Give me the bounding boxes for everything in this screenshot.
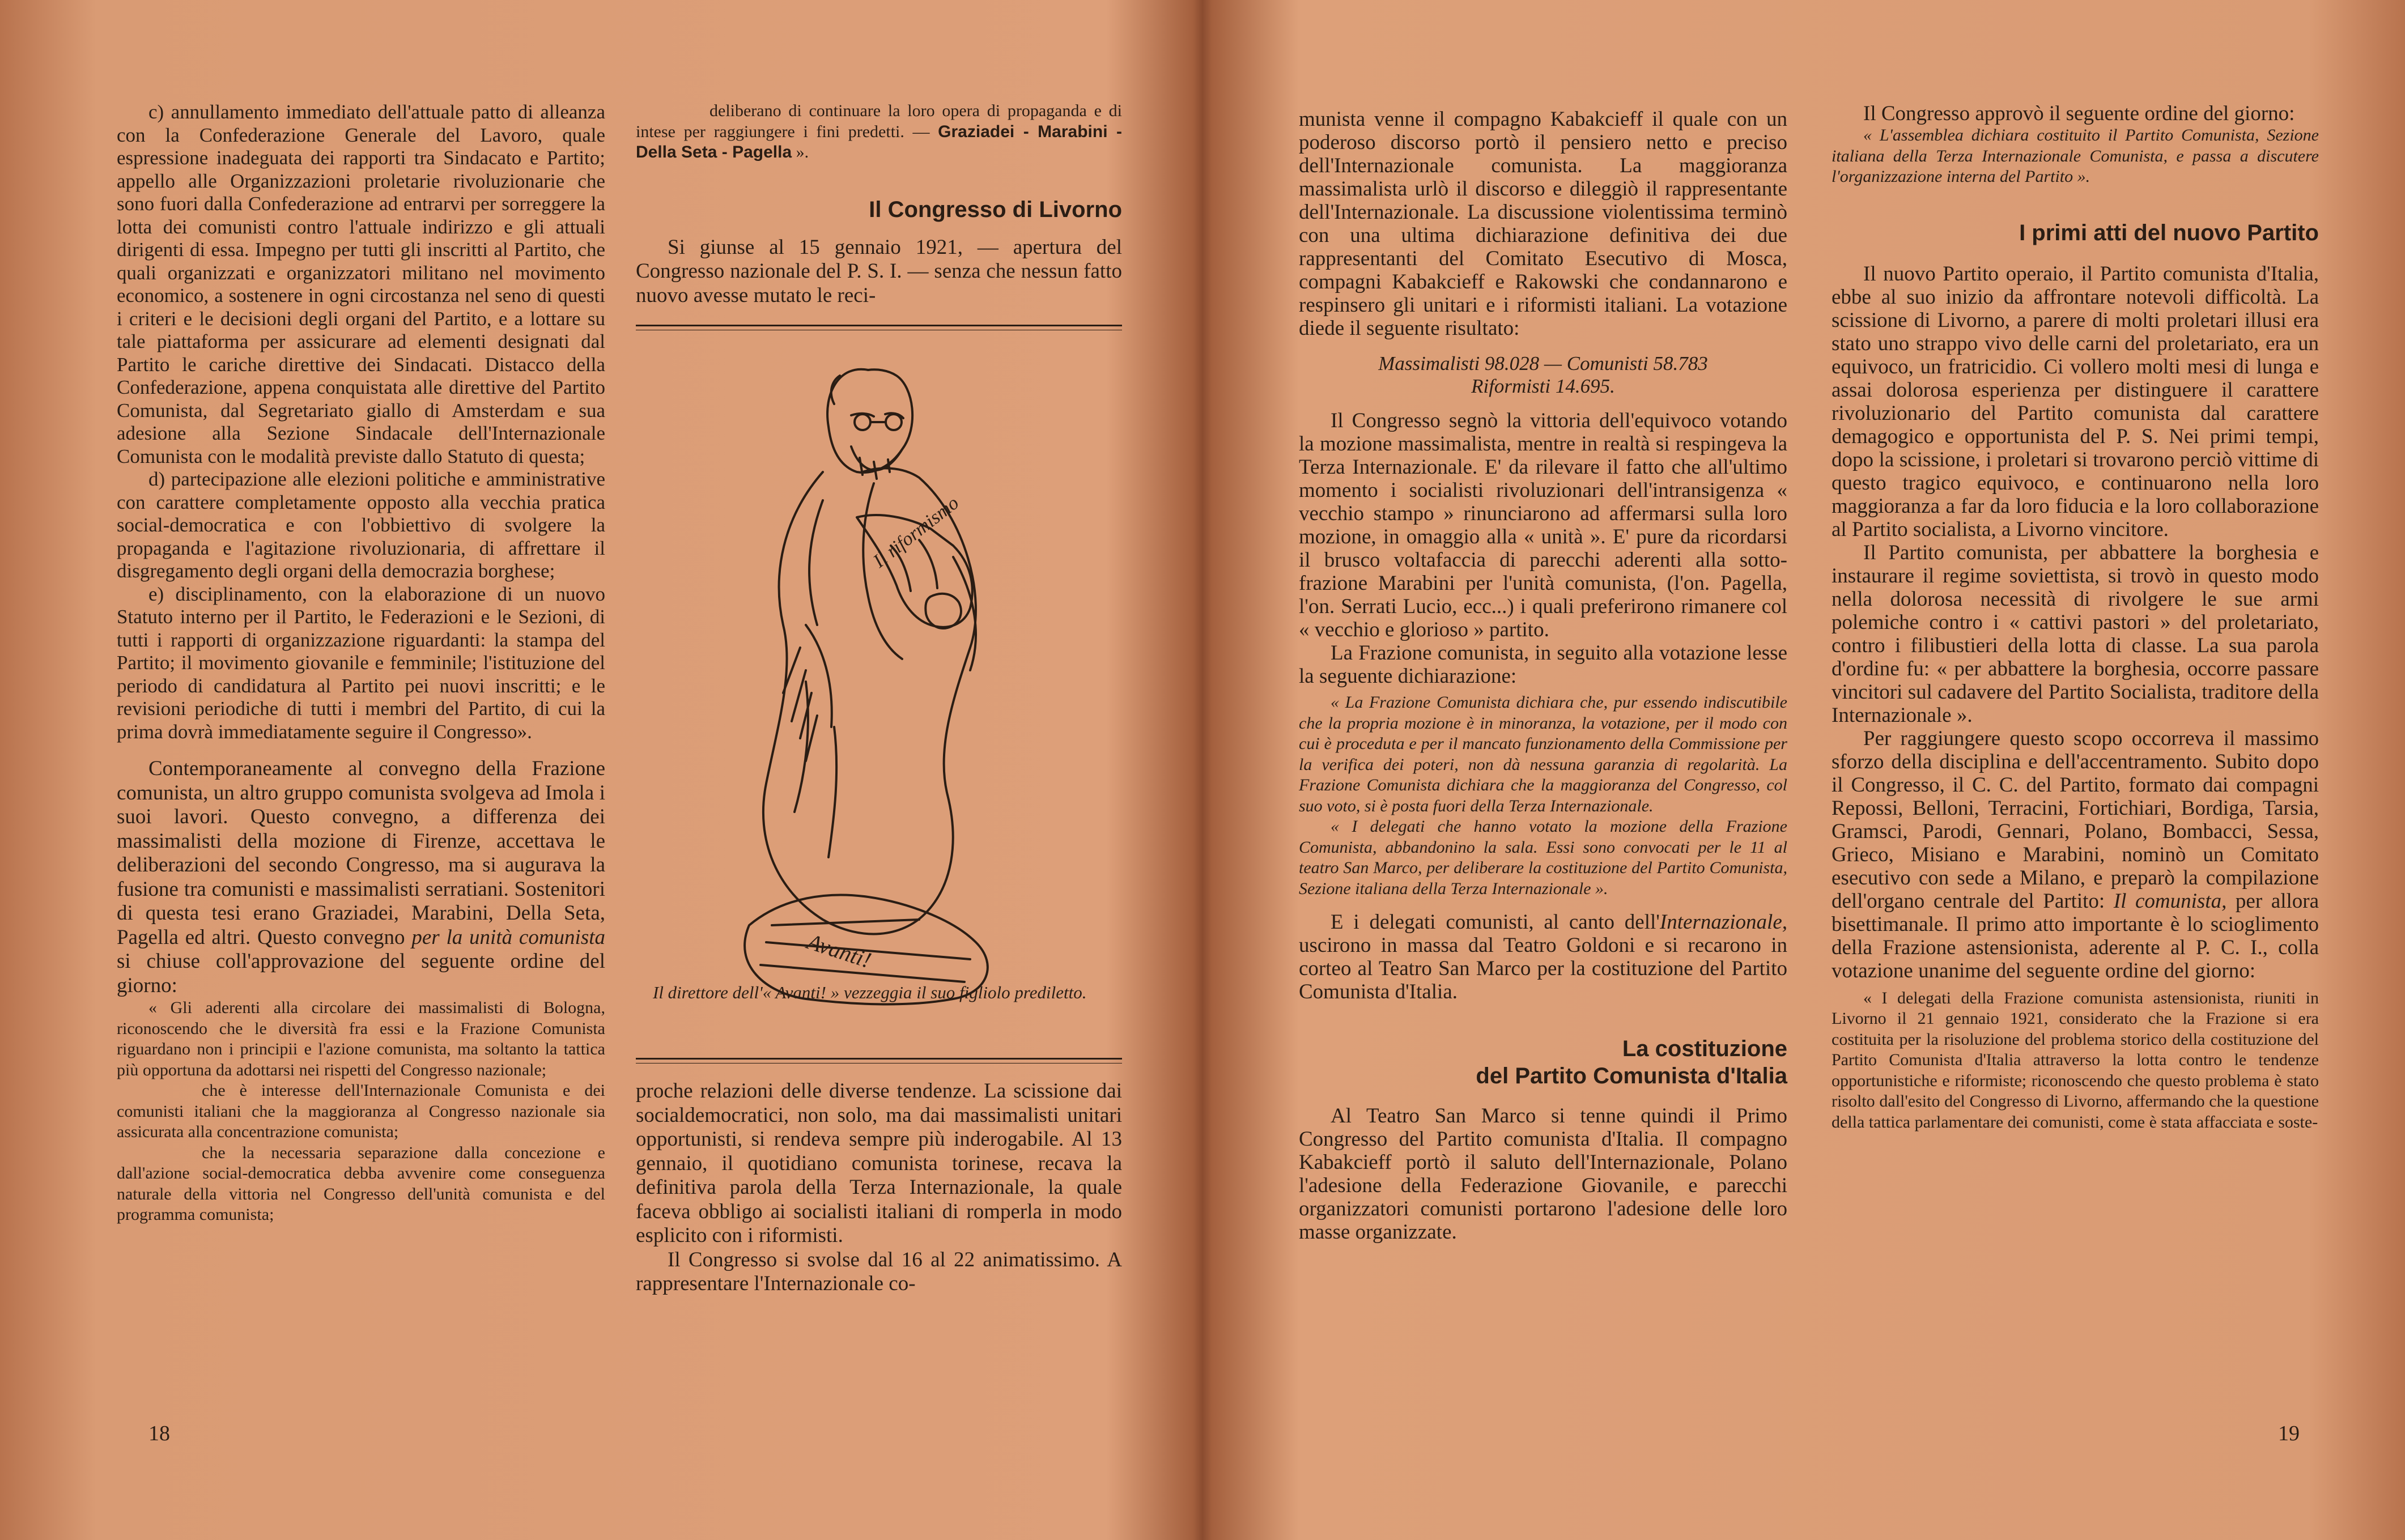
paragraph: Al Teatro San Marco si tenne quindi il Primo Congresso del Partito comunista d'Italia. Il compagno Kabakcieff portò il saluto dell'Internazionale, Polano l'adesione della Federazione Giovanile, e parecchi organizzatori comunisti portarono l'adesione delle loro masse organizzate. [1299,1104,1787,1244]
page-left [0,0,1201,1540]
text-run-italic: Internazionale, [1659,911,1787,934]
quote-paragraph: che è interesse dell'Internazionale Comunista e dei comunisti italiani che la maggioranza al Congresso nazionale sia assicurata alla concentrazione comunista; [117,1081,605,1141]
paragraph [1832,727,2319,982]
cartoon-caption: Il direttore dell'« Avanti! » vezzeggia il suo figliolo prediletto. [653,982,1087,1002]
text-run: deliberano di continuare la loro opera di propaganda e di intese per raggiungere i fini predetti. — [636,101,1122,141]
section-heading: I primi atti del nuovo Partito [2019,220,2319,245]
paragraph: Il Partito comunista, per abbattere la borghesia e instaurare il regime soviettista, si trovò in questo modo nella dolorosa necessità di rivolgere le sue armi polemiche contro i « cattivi pastori » del proletariato, contro i filibustieri della lotta di classe. La sua parola d'ordine fu: « per abbattere la borghesia, occorre passare vincitori sul cadavere del Partito Socialista, traditore della Internazionale ». [1832,541,2319,727]
paragraph: La Frazione comunista, in seguito alla votazione lesse la seguente dichiarazione: [1299,641,1787,688]
text-run: E i delegati comunisti, al canto dell' [1331,911,1660,934]
quote-paragraph: « I delegati che hanno votato la mozione della Frazione Comunista, abbandonino la sala. Essi sono convocati per le 11 al teatro San Marco, per deliberare la costituzione del Partito Comunista, Sezione italiana della Terza Internazionale ». [1299,817,1787,898]
left-column-1 [117,101,605,1226]
text-run-italic: per la unità comunista [411,925,606,949]
text-run: Contemporaneamente al convegno della Frazione comunista, un altro gruppo comunista svolgeva ad Imola i suoi lavori. Questo convegno, a differenza dei massimalisti della mozione di Firenze, accettava le deliberazioni del secondo Congresso, ma si augurava la fusione tra comunisti e massimalisti serratiani. Sostenitori di questa tesi erano Graziadei, Marabini, Della Seta, Pagella ed altri. Questo convegno [117,757,605,949]
right-column-2 [1832,102,2319,1133]
signatories: Graziadei - Marabini - Della Seta - Pagella [636,122,1122,161]
paragraph: e) disciplinamento, con la elaborazione di un nuovo Statuto interno per il Partito, le Federazioni e le Sezioni, di tutti i rapporti di organizzazione riguardanti: la stampa del Partito; il movimento giovanile e femminile; l'istituzione del periodo di candidatura al Partito pei nuovi inscritti; e le revisioni periodiche di tutti i membri del Partito, di cui la prima dovrà immediatamente seguire il Congresso». [117,582,605,743]
cartoon-drawing [636,330,1122,1051]
paragraph: munista venne il compagno Kabakcieff il quale con un poderoso discorso portò il pensiero netto e preciso dell'Internazionale comunista. La maggioranza massimalista urlò il discorso e dileggiò il rappresentante dell'Internazionale. La discussione violentissima terminò con una ultima dichiarazione definitiva dei due rappresentanti del Comitato Esecutivo di Mosca, compagni Kabakcieff e Rakowski che condannarono e respinsero gli unitari e i riformisti italiani. La votazione diede il seguente risultato: [1299,108,1787,340]
text-run: uscirono in massa dal Teatro Goldoni e si recarono in corteo al Teatro San Marco per la costituzione del Partito Comunista d'Italia. [1299,934,1787,1003]
cartoon-illustration [636,330,1122,1051]
quote-paragraph: « L'assemblea dichiara costituito il Partito Comunista, Sezione italiana della Terza Internazionale Comunista, e passa a discutere l'organizzazione interna del Partito ». [1832,126,2319,186]
vote-results-line-2: Riformisti 14.695. [1471,375,1615,397]
divider-rule [636,1058,1122,1063]
right-column-1 [1299,108,1787,1244]
paragraph: Il Congresso si svolse dal 16 al 22 animatissimo. A rappresentare l'Internazionale co- [636,1248,1122,1295]
paragraph: Il Congresso segnò la vittoria dell'equivoco votando la mozione massimalista, mentre in realtà si respingeva la Terza Internazionale. E' da rilevare il fatto che all'ultimo momento i socialisti rivoluzionari dell'intransigenza « vecchio stampo » rinunciarono ad affermarsi sulla loro mozione, in omaggio alla « unità ». E' pure da ricordarsi il brusco voltafaccia di parecchi aderenti alla sotto-frazione Marabini per l'unità comunista, (l'on. Pagella, l'on. Serrati Lucio, ecc...) i quali preferirono rimanere col « vecchio e glorioso » partito. [1299,409,1787,641]
page-number: 18 [148,1422,170,1445]
page-number: 19 [2278,1422,2300,1445]
paragraph: proche relazioni delle diverse tendenze. La scissione dai socialdemocratici, non solo, ma dai massimalisti unitari opportunisti, si rendeva sempre più inderogabile. Al 13 gennaio, il quotidiano comunista torinese, recava la definitiva parola della Terza Internazionale, la quale faceva obbligo ai socialisti italiani di romperla in modo esplicito con i riformisti. [636,1079,1122,1247]
quote-paragraph: che la necessaria separazione dalla concezione e dall'azione social-democratica debba avvenire come conseguenza naturale della vittoria nel Congresso dell'unità comunista e del programma comunista; [117,1143,605,1224]
text-run-italic: Il comunista, [2113,889,2227,913]
section-heading-line-1: La costituzione [1622,1036,1787,1061]
paragraph: Si giunse al 15 gennaio 1921, — apertura del Congresso nazionale del P. S. I. — senza che nessun fatto nuovo avesse mutato le reci- [636,235,1122,307]
text-run: per allora bisettimanale. Il primo atto importante è lo scioglimento della Frazione astensionista, aderente al P. C. I., colla votazione unanime del seguente ordine del giorno: [1832,889,2319,982]
left-column-2 [636,101,1122,1296]
paragraph [117,757,605,998]
text-run: Per raggiungere questo scopo occorreva il massimo sforzo della disciplina e dell'accentramento. Subito dopo il Congresso, il C. C. del Partito, formato dai compagni Repossi, Belloni, Terracini, Fortichiari, Bordiga, Tarsia, Gramsci, Parodi, Gennari, Polano, Bombacci, Sessa, Grieco, Misiano e Marabini, nominò un Comitato esecutivo con sede a Milano, e preparò la compilazione dell'organo centrale del Partito: [1832,726,2319,913]
paragraph: Il nuovo Partito operaio, il Partito comunista d'Italia, ebbe al suo inizio da affrontare notevoli difficoltà. La scissione di Livorno, a parere di molti proletari illusi era stato uno strappo vivo delle carni del proletariato, era un equivoco, un fratricidio. Ci vollero molti mesi di lunga e assai dolorosa esperienza per distinguere il carattere rivoluzionario del Partito comunista dal carattere demagogico e opportunista del P. S. Nei primi tempi, dopo la scissione, i proletari si trovarono perciò vittime di questo tragico equivoco, e continuarono nella loro maggioranza a far da loro fiducia e la loro collaborazione al Partito socialista, a Livorno vincitore. [1832,262,2319,541]
cartoon-label-riformismo: Il riformismo [869,492,963,572]
quote-paragraph: « La Frazione Comunista dichiara che, pur essendo indiscutibile che la propria mozione è in minoranza, la votazione, per il modo con cui è proceduta e per il mancato funzionamento della Commissione per la verifica dei poteri, non dà nessuna garanzia di regolarità. La Frazione Comunista dichiara che la maggioranza del Congresso, col suo voto, si è posta fuori della Terza Internazionale. [1299,693,1787,815]
vote-results-line-1: Massimalisti 98.028 — Comunisti 58.783 [1378,352,1708,375]
text-run: si chiuse coll'approvazione del seguente ordine del giorno: [117,950,605,997]
paragraph: c) annullamento immediato dell'attuale patto di alleanza con la Confederazione Generale del Lavoro, quale espressione inadeguata dei rapporti tra Sindacato e Partito; appello alle Organizzazioni proletarie rivoluzionarie che sono fuori dalla Confederazione ad entrarvi per sorreggere la lotta dei comunisti contro l'attuale indirizzo e gli attuali dirigenti di essa. Impegno per tutti gli inscritti al Partito, che quali organizzati e organizzatori militano nel movimento economico, a sostenere in ogni circostanza nel seno di questi i criteri e le decisioni degli organi del Partito, e a lottare su tale piattaforma per assicurare ad elementi designati dal Partito le cariche direttive dei Sindacati. Distacco della Confederazione, appena conquistata alle direttive del Partito Comunista, dal Segretariato giallo di Amsterdam e sua adesione alla Sezione Sindacale dell'Internazionale Comunista con le modalità previste dallo Statuto di questa; [117,101,605,467]
paragraph: Il Congresso approvò il seguente ordine del giorno: [1863,102,2295,125]
paragraph: d) partecipazione alle elezioni politiche e amministrative con carattere completamente opposto alla vecchia pratica social-democratica e con l'obbiettivo di svolgere la propaganda e l'agitazione rivoluzionaria, di affrettare il disgregamento degli organi della democrazia borghese; [117,468,605,582]
quote-paragraph: « I delegati della Frazione comunista astensionista, riuniti in Livorno il 21 gennaio 1921, considerato che la Frazione si era costituita per la risoluzione del problema storico della costituzione del Partito Comunista d'Italia attraverso la lotta contro le tendenze opportunistiche e riformiste; riconoscendo che questo problema è stato risolto dall'esito del Congresso di Livorno, affermando che la questione della tattica parlamentare dei comunisti, come è stata affacciata e soste- [1832,988,2319,1131]
cartoon-label-avanti: Avanti! [804,928,875,973]
text-run: ». [792,143,809,161]
section-heading: Il Congresso di Livorno [869,197,1122,222]
quote-ending [636,101,1122,163]
divider-rule [636,325,1122,330]
quote-paragraph: « Gli aderenti alla circolare dei massimalisti di Bologna, riconoscendo che le diversità fra essi e la Frazione Comunista riguardano non i principii e l'azione comunista, ma soltanto la tattica più opportuna da adottarsi nei rispetti del Congresso nazionale; [117,998,605,1079]
paragraph [1299,911,1787,1003]
section-heading-line-2: del Partito Comunista d'Italia [1476,1063,1787,1088]
page-right [1204,0,2405,1540]
